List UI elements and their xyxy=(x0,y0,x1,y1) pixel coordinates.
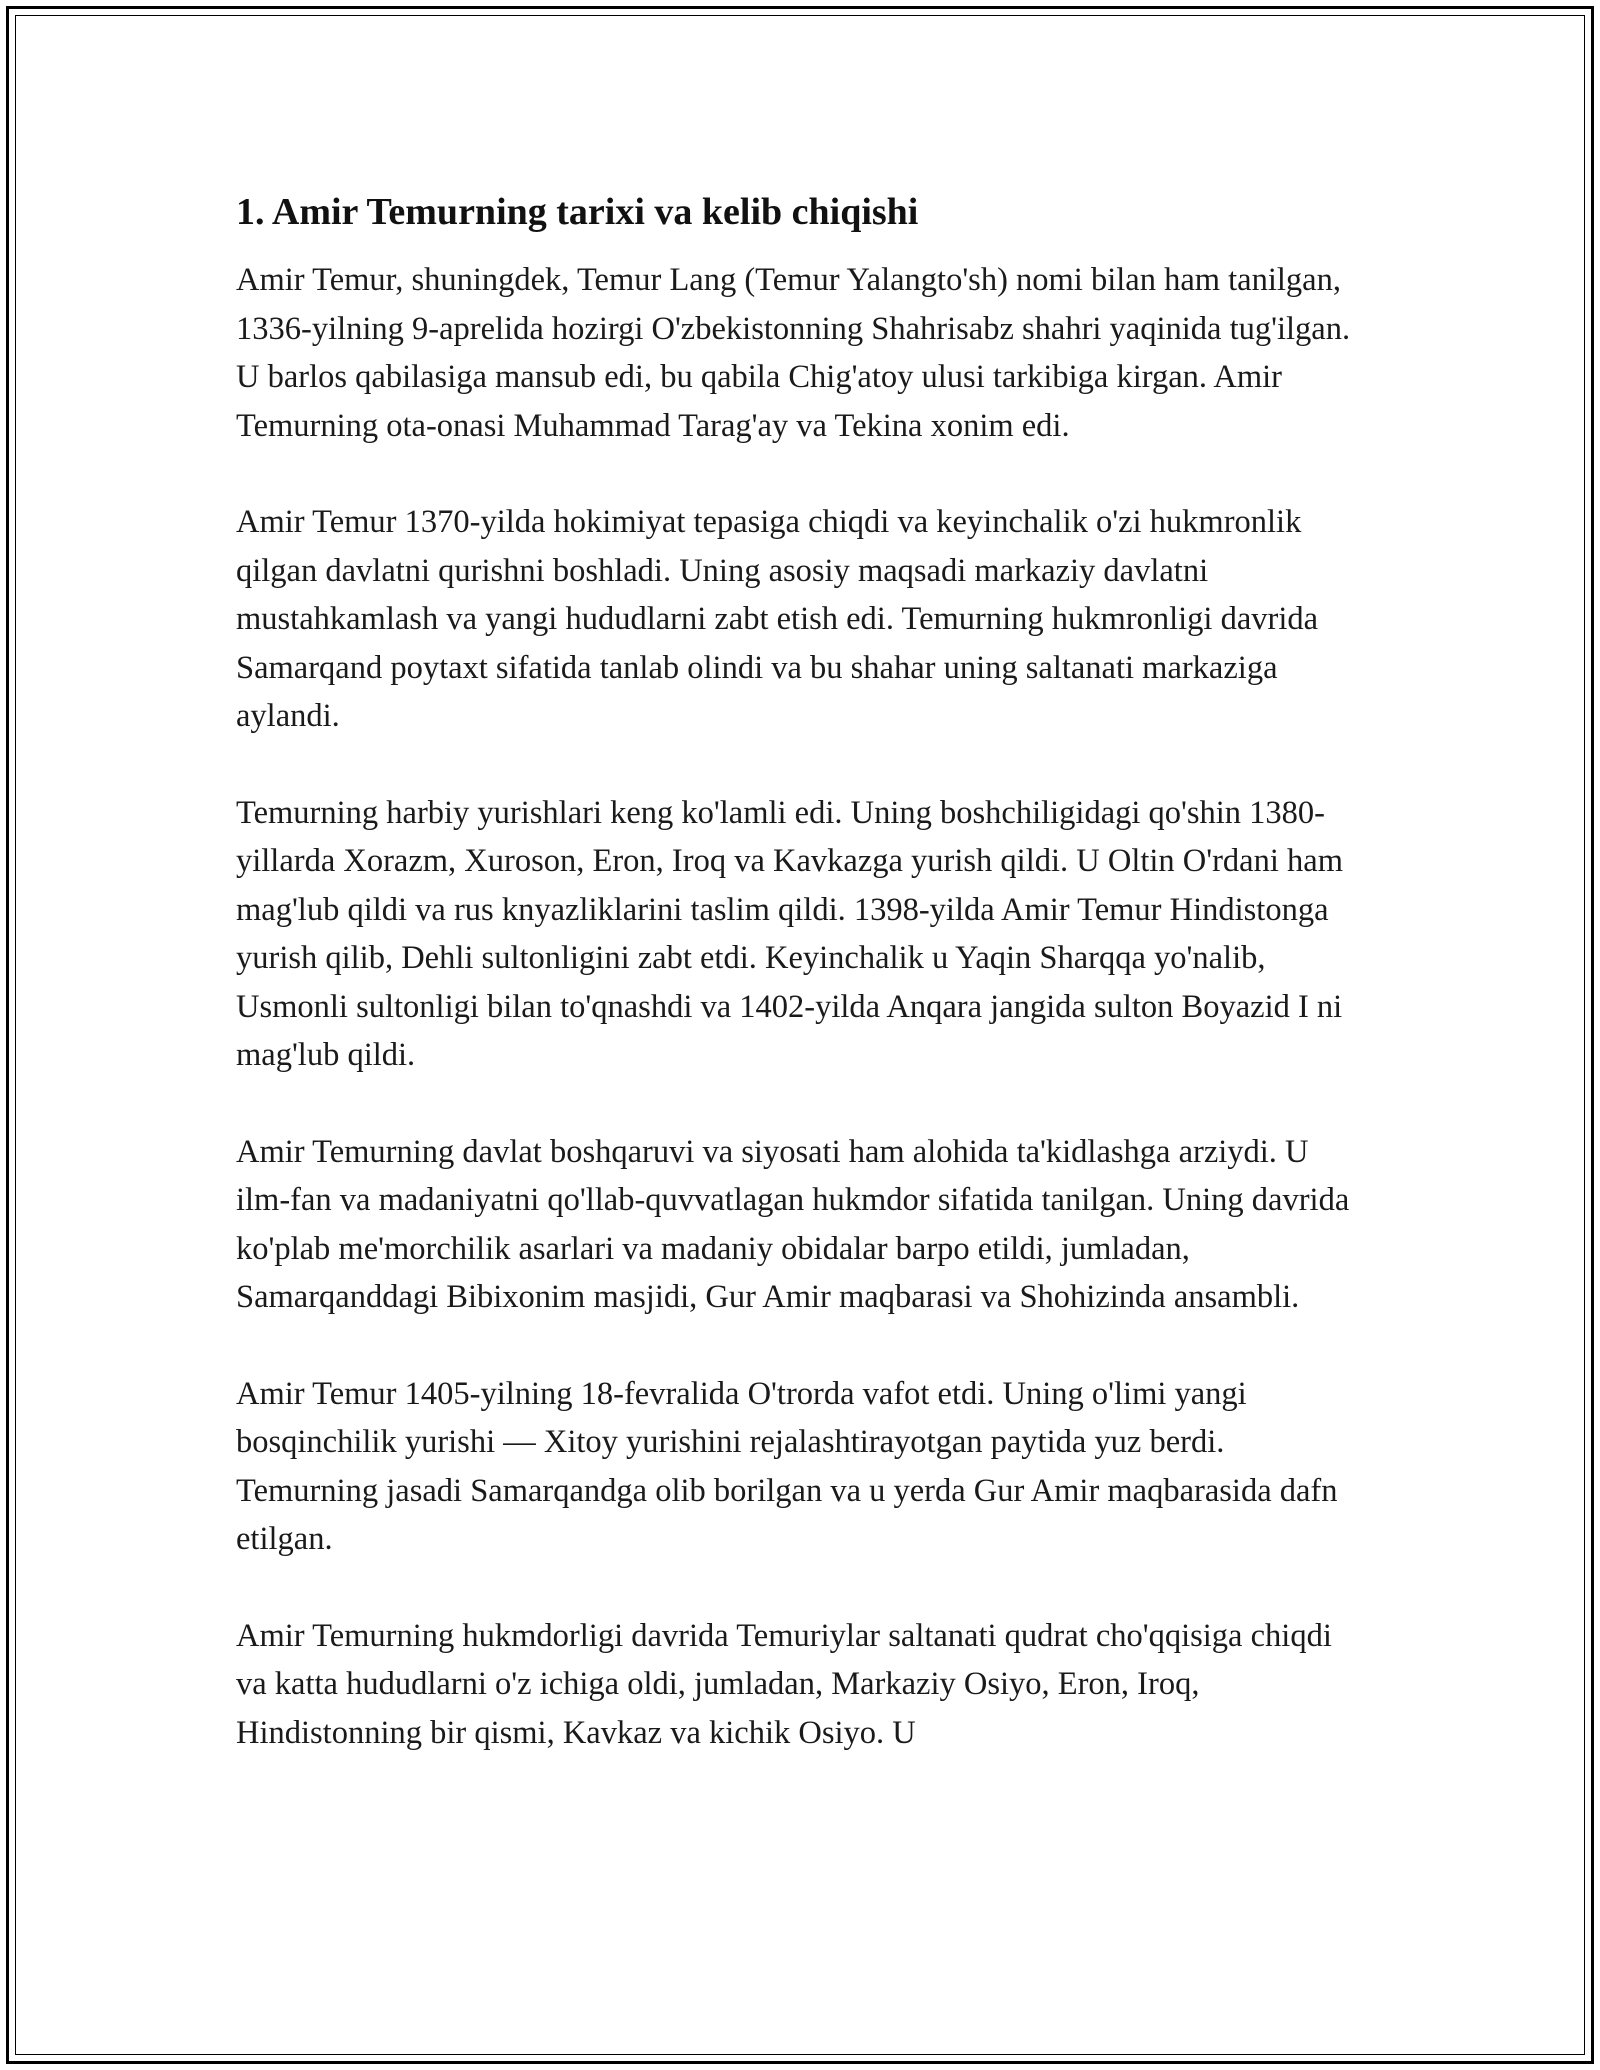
section-heading: 1. Amir Temurning tarixi va kelib chiqishi xyxy=(236,191,919,233)
paragraph-rise-to-power: Amir Temur 1370-yilda hokimiyat tepasiga chiqdi va keyinchalik o'zi hukmronlik qilgan davlatni qurishni boshladi. Uning asosiy maqsadi markaziy davlatni mustahkamlash va yangi hududlarni zabt etish edi. Temurning hukmronligi davrida Samarqand poytaxt sifatida tanlab olindi va bu shahar uning saltanati markaziga aylandi. xyxy=(236,504,1319,734)
paragraph-military-campaigns: Temurning harbiy yurishlari keng ko'lamli edi. Uning boshchiligidagi qo'shin 1380-yillarda Xorazm, Xuroson, Eron, Iroq va Kavkazga yurish qildi. U Oltin O'rdani ham mag'lub qildi va rus knyazliklarini taslim qildi. 1398-yilda Amir Temur Hindistonga yurish qilib, Dehli sultonligini zabt etdi. Keyinchalik u Yaqin Sharqqa yo'nalib, Usmonli sultonligi bilan to'qnashdi va 1402-yilda Anqara jangida sulton Boyazid I ni mag'lub qildi. xyxy=(236,794,1343,1073)
paragraph-empire-peak: Amir Temurning hukmdorligi davrida Temuriylar saltanati qudrat cho'qqisiga chiqdi va katta hududlarni o'z ichiga oldi, jumladan, Markaziy Osiyo, Eron, Iroq, Hindistonning bir qismi, Kavkaz va kichik Osiyo. U xyxy=(236,1617,1332,1751)
paragraph-death: Amir Temur 1405-yilning 18-fevralida O'trorda vafot etdi. Uning o'limi yangi bosqinchilik yurishi — Xitoy yurishini rejalashtirayotgan paytida yuz berdi. Temurning jasadi Samarqandga olib borilgan va u yerda Gur Amir maqbarasida dafn etilgan. xyxy=(236,1375,1338,1557)
paragraph-origin: Amir Temur, shuningdek, Temur Lang (Temur Yalangto'sh) nomi bilan ham tanilgan, 1336-yilning 9-aprelida hozirgi O'zbekistonning Shahrisabz shahri yaqinida tug'ilgan. U barlos qabilasiga mansub edi, bu qabila Chig'atoy ulusi tarkibiga kirgan. Amir Temurning ota-onasi Muhammad Tarag'ay va Tekina xonim edi. xyxy=(236,262,1351,444)
document-body xyxy=(236,188,1366,1805)
paragraph-governance: Amir Temurning davlat boshqaruvi va siyosati ham alohida ta'kidlashga arziydi. U ilm-fan va madaniyatni qo'llab-quvvatlagan hukmdor sifatida tanilgan. Uning davrida ko'plab me'morchilik asarlari va madaniy obidalar barpo etildi, jumladan, Samarqanddagi Bibixonim masjidi, Gur Amir maqbarasi va Shohizinda ansambli. xyxy=(236,1133,1350,1315)
